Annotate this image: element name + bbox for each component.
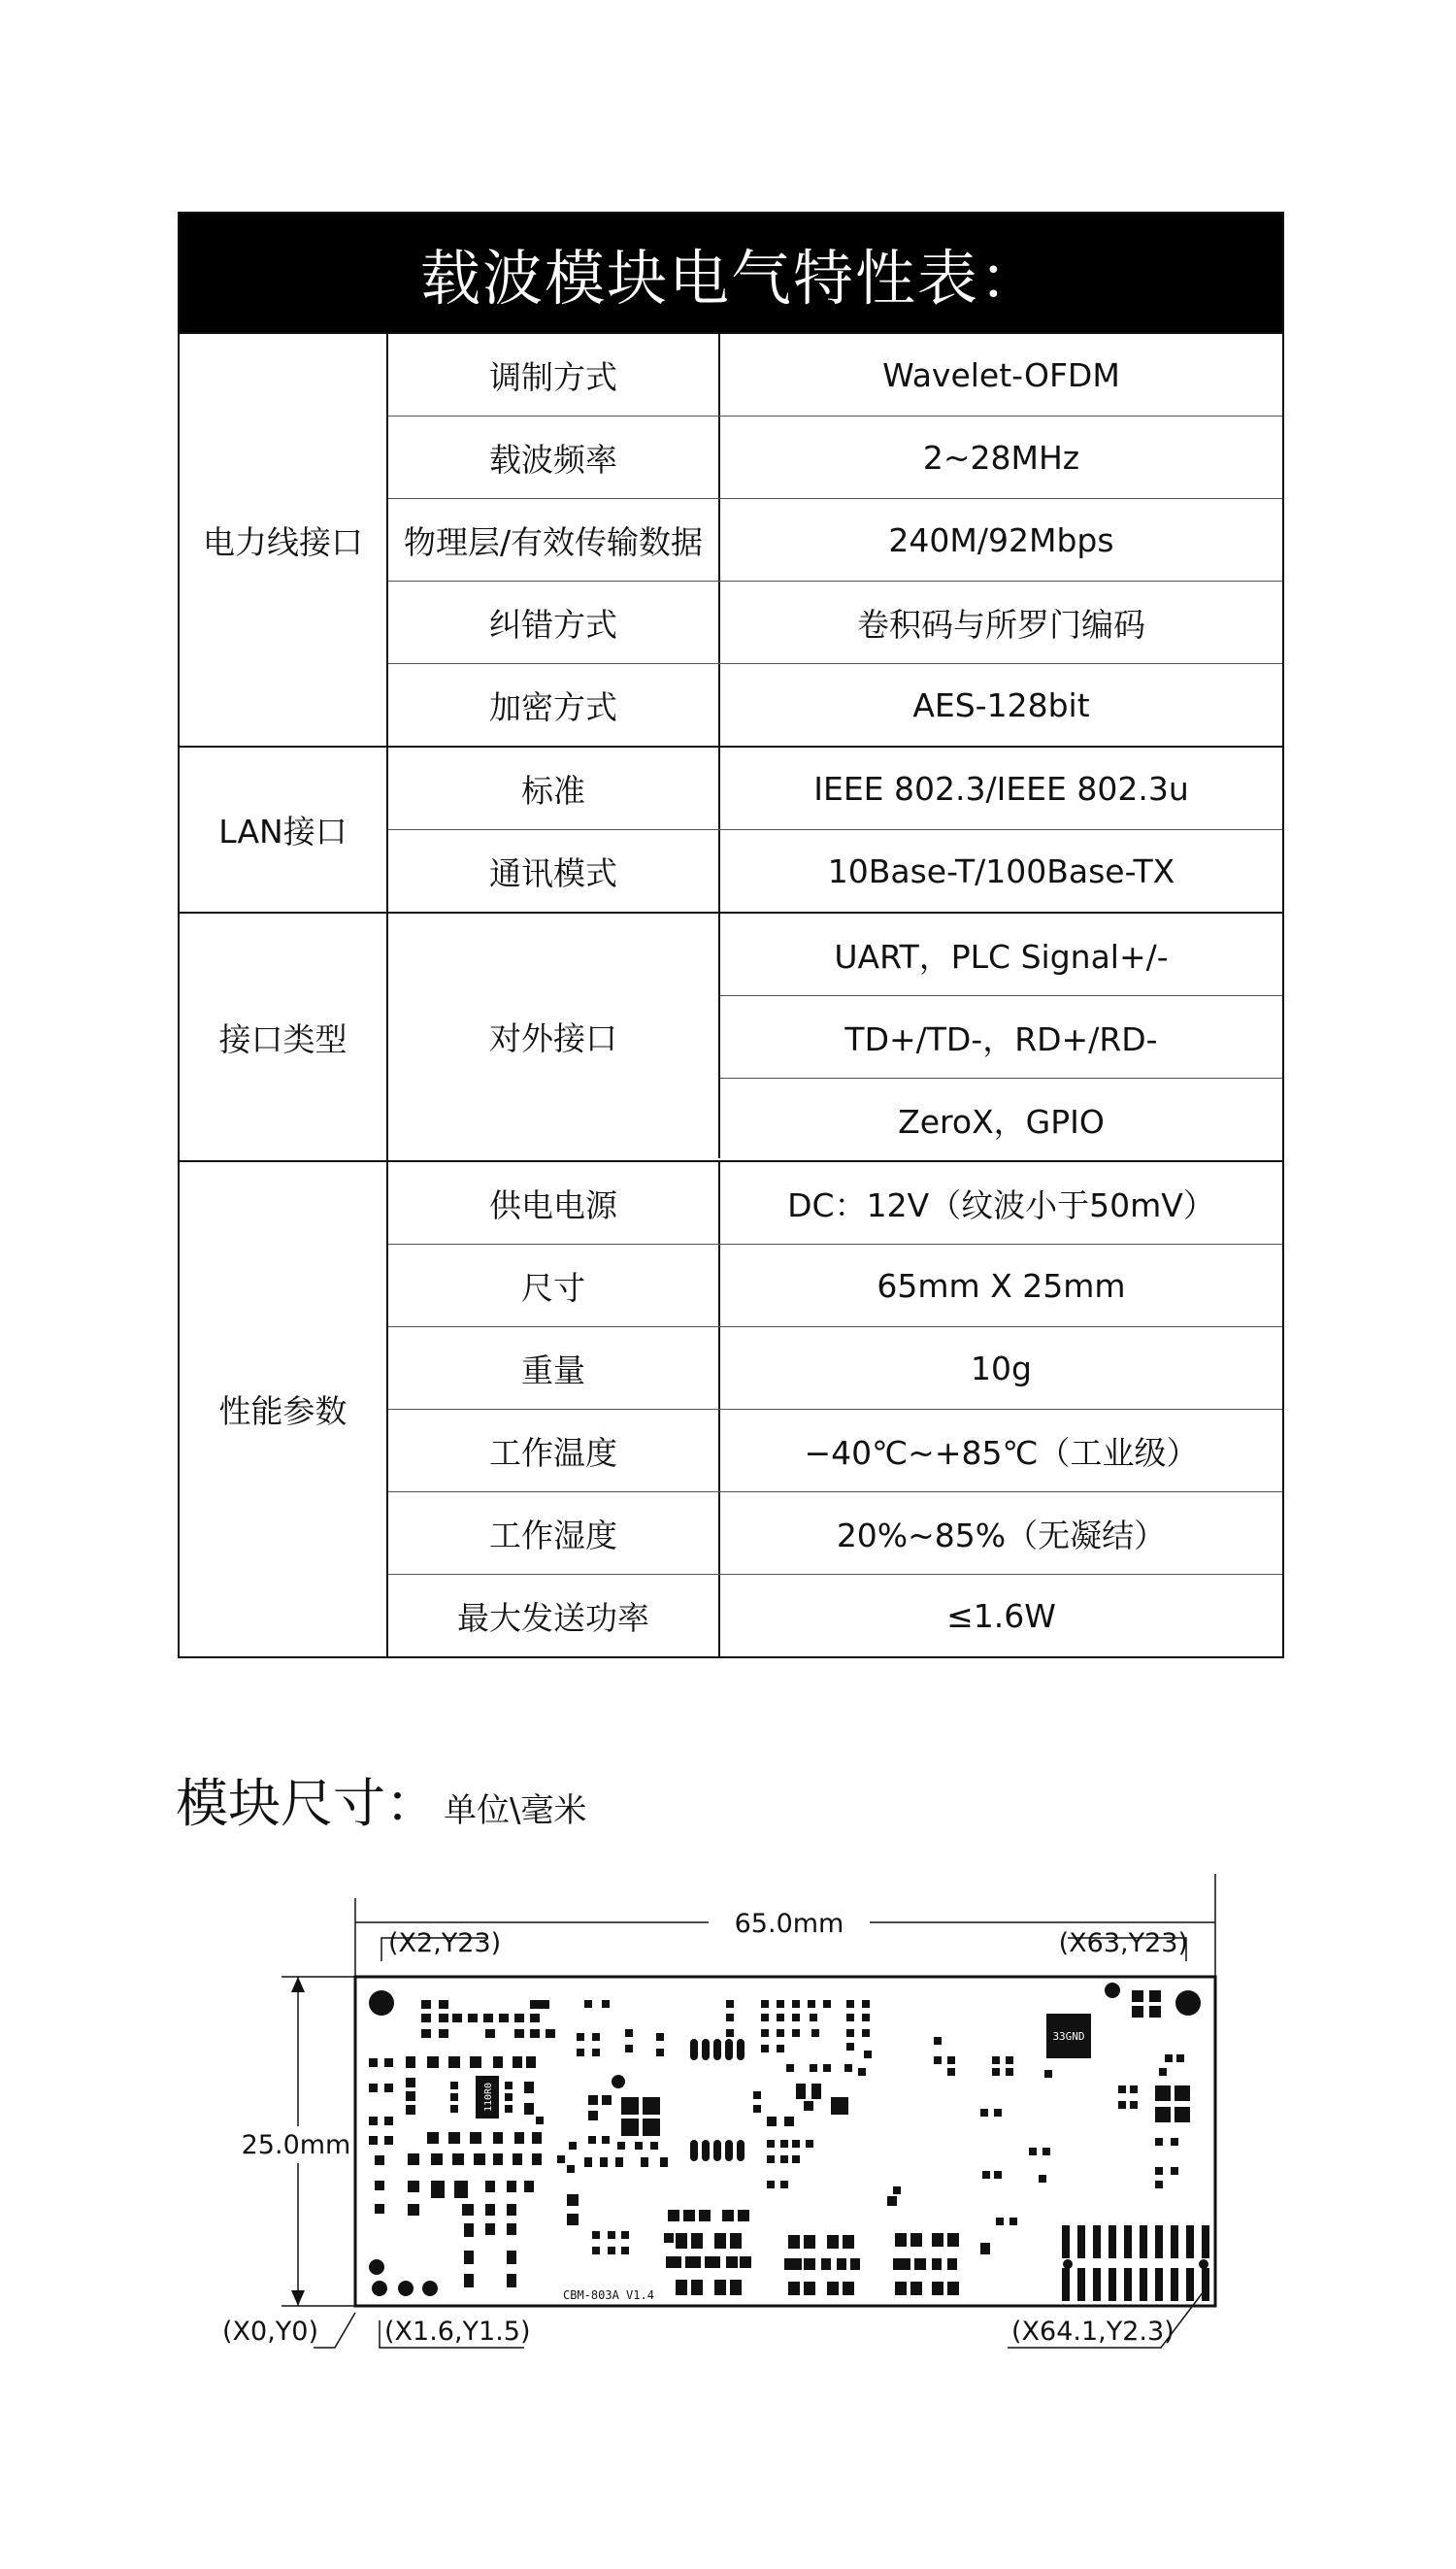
- param-value: IEEE 802.3/IEEE 802.3u: [813, 769, 1189, 808]
- param-name: 工作温度: [388, 1410, 720, 1491]
- group-label: LAN接口: [180, 748, 388, 912]
- corner-label-origin: (X0,Y0): [222, 2317, 318, 2347]
- param-value: 2~28MHz: [922, 438, 1080, 477]
- group-label: 性能参数: [180, 1162, 388, 1656]
- param-value: 20%~85%（无凝结）: [836, 1516, 1167, 1554]
- param-name: 加密方式: [388, 664, 720, 746]
- param-name: 载波频率: [388, 417, 720, 498]
- width-label: 65.0mm: [734, 1909, 844, 1939]
- param-value: 240M/92Mbps: [888, 520, 1114, 559]
- param-name: 工作湿度: [388, 1492, 720, 1574]
- dimensions-title: 模块尺寸：: [176, 1773, 438, 1834]
- dimensions-unit: 单位\毫米: [444, 1791, 587, 1830]
- param-value: 10Base-T/100Base-TX: [827, 851, 1175, 890]
- param-name: 纠错方式: [388, 582, 720, 663]
- table-title: 载波模块电气特性表：: [180, 214, 1282, 332]
- mounting-hole: [1175, 1990, 1201, 2016]
- param-value: 10g: [971, 1349, 1032, 1387]
- param-name: 最大发送功率: [388, 1575, 720, 1656]
- param-name: 物理层/有效传输数据: [388, 499, 720, 581]
- param-name: 重量: [388, 1327, 720, 1409]
- param-name: 供电电源: [388, 1162, 720, 1244]
- param-value: ≤1.6W: [946, 1596, 1056, 1635]
- param-name: 对外接口: [388, 914, 720, 1158]
- resistor-marking: 110R0: [483, 2082, 494, 2113]
- group-label: 电力线接口: [180, 334, 388, 746]
- param-value: TD+/TD-，RD+/RD-: [720, 995, 1282, 1078]
- param-value: −40℃~+85℃（工业级）: [804, 1433, 1199, 1472]
- param-name: 调制方式: [388, 334, 720, 416]
- pin-header: [1062, 2225, 1209, 2301]
- param-value: UART，PLC Signal+/-: [834, 937, 1169, 976]
- param-value: ZeroX，GPIO: [720, 1078, 1282, 1160]
- corner-label-top-left: (X2,Y23): [388, 1928, 502, 1958]
- param-value: 卷积码与所罗门编码: [857, 605, 1145, 644]
- height-label: 25.0mm: [241, 2130, 351, 2160]
- param-value: 65mm X 25mm: [877, 1266, 1126, 1305]
- param-value: DC：12V（纹波小于50mV）: [787, 1185, 1215, 1224]
- param-name: 尺寸: [388, 1245, 720, 1326]
- param-value: Wavelet-OFDM: [882, 355, 1120, 394]
- corner-label-bottom-right: (X64.1,Y2.3): [1011, 2317, 1175, 2347]
- chip-marking: 33GND: [1052, 2030, 1085, 2043]
- corner-label-bottom-left: (X1.6,Y1.5): [384, 2317, 531, 2347]
- mounting-hole: [369, 1990, 394, 2016]
- param-name: 标准: [388, 748, 720, 829]
- param-name: 通讯模式: [388, 830, 720, 912]
- board-silkscreen: CBM-803A V1.4: [563, 2288, 654, 2302]
- corner-label-top-right: (X63,Y23): [1058, 1928, 1188, 1958]
- param-value: AES-128bit: [912, 685, 1090, 724]
- group-label: 接口类型: [180, 914, 388, 1160]
